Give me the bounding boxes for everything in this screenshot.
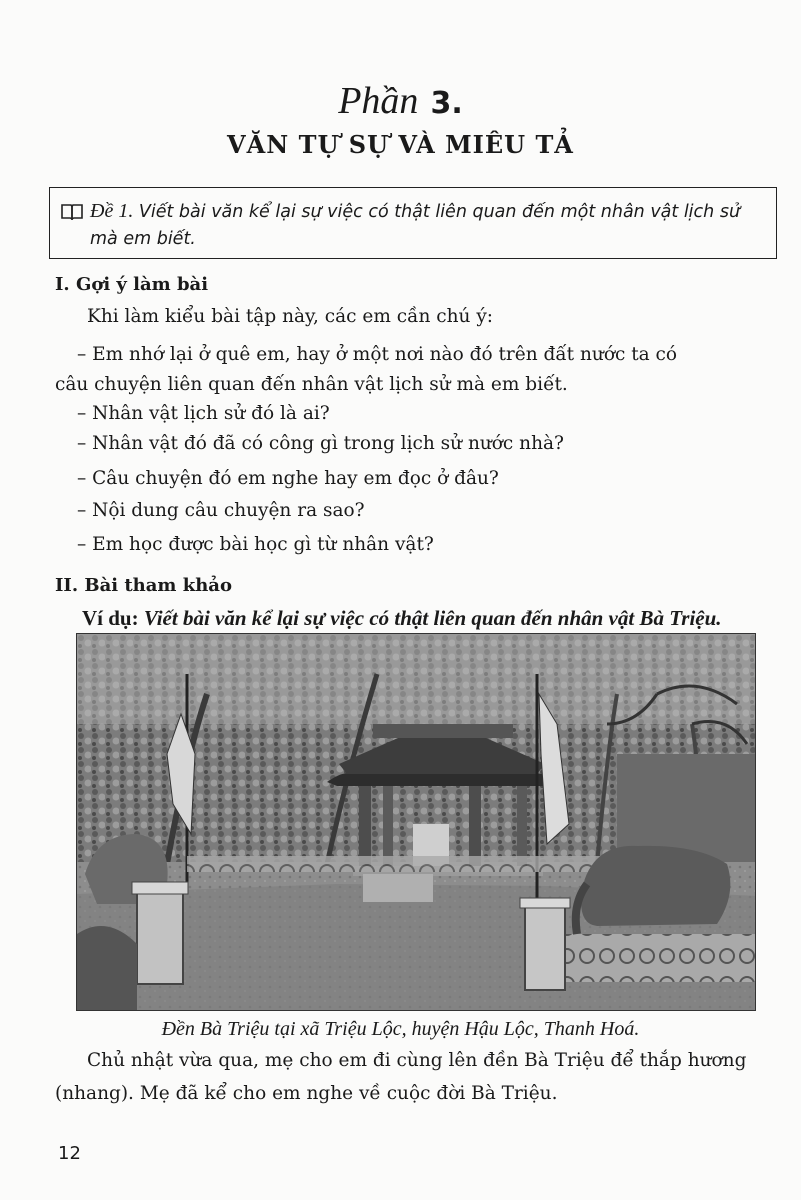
guide-bullet-5: – Nội dung câu chuyện ra sao? [77, 500, 365, 521]
part-number: 3. [430, 86, 463, 121]
part-heading [0, 78, 801, 126]
body-line-1: Chủ nhật vừa qua, mẹ cho em đi cùng lên đền Bà Triệu để thắp hương [87, 1050, 747, 1071]
guide-bullet-1-cont: câu chuyện liên quan đến nhân vật lịch sử mà em biết. [55, 374, 568, 395]
part-word: Phần [338, 80, 419, 122]
reference-heading: II. Bài tham khảo [55, 575, 232, 596]
guide-bullet-6: – Em học được bài học gì từ nhân vật? [77, 534, 434, 555]
task-line-1 [60, 200, 740, 225]
book-icon [60, 202, 84, 225]
task-label: Đề 1. [90, 200, 134, 222]
guide-bullet-2: – Nhân vật lịch sử đó là ai? [77, 403, 330, 424]
photo-caption: Đền Bà Triệu tại xã Triệu Lộc, huyện Hậu Lộc, Thanh Hoá. [161, 1018, 640, 1040]
task-text-1: Viết bài văn kể lại sự việc có thật liên quan đến một nhân vật lịch sử [138, 202, 741, 222]
page-number: 12 [58, 1143, 81, 1164]
section-title: VĂN TỰ SỰ VÀ MIÊU TẢ [227, 130, 574, 159]
guide-bullet-1: – Em nhớ lại ở quê em, hay ở một nơi nào đó trên đất nước ta có [77, 344, 678, 365]
temple-photo [76, 633, 756, 1011]
example-line [82, 606, 722, 631]
example-text: Viết bài văn kể lại sự việc có thật liên quan đến nhân vật Bà Triệu. [143, 606, 722, 630]
guide-intro: Khi làm kiểu bài tập này, các em cần chú ý: [87, 306, 494, 327]
body-line-2: (nhang). Mẹ đã kể cho em nghe về cuộc đời Bà Triệu. [55, 1083, 558, 1104]
guide-heading: I. Gợi ý làm bài [55, 274, 209, 295]
task-text-2: mà em biết. [90, 229, 196, 249]
task-box [49, 187, 777, 259]
guide-bullet-3: – Nhân vật đó đã có công gì trong lịch sử nước nhà? [77, 433, 564, 454]
guide-bullet-4: – Câu chuyện đó em nghe hay em đọc ở đâu? [77, 468, 499, 489]
example-label: Ví dụ: [82, 606, 139, 630]
